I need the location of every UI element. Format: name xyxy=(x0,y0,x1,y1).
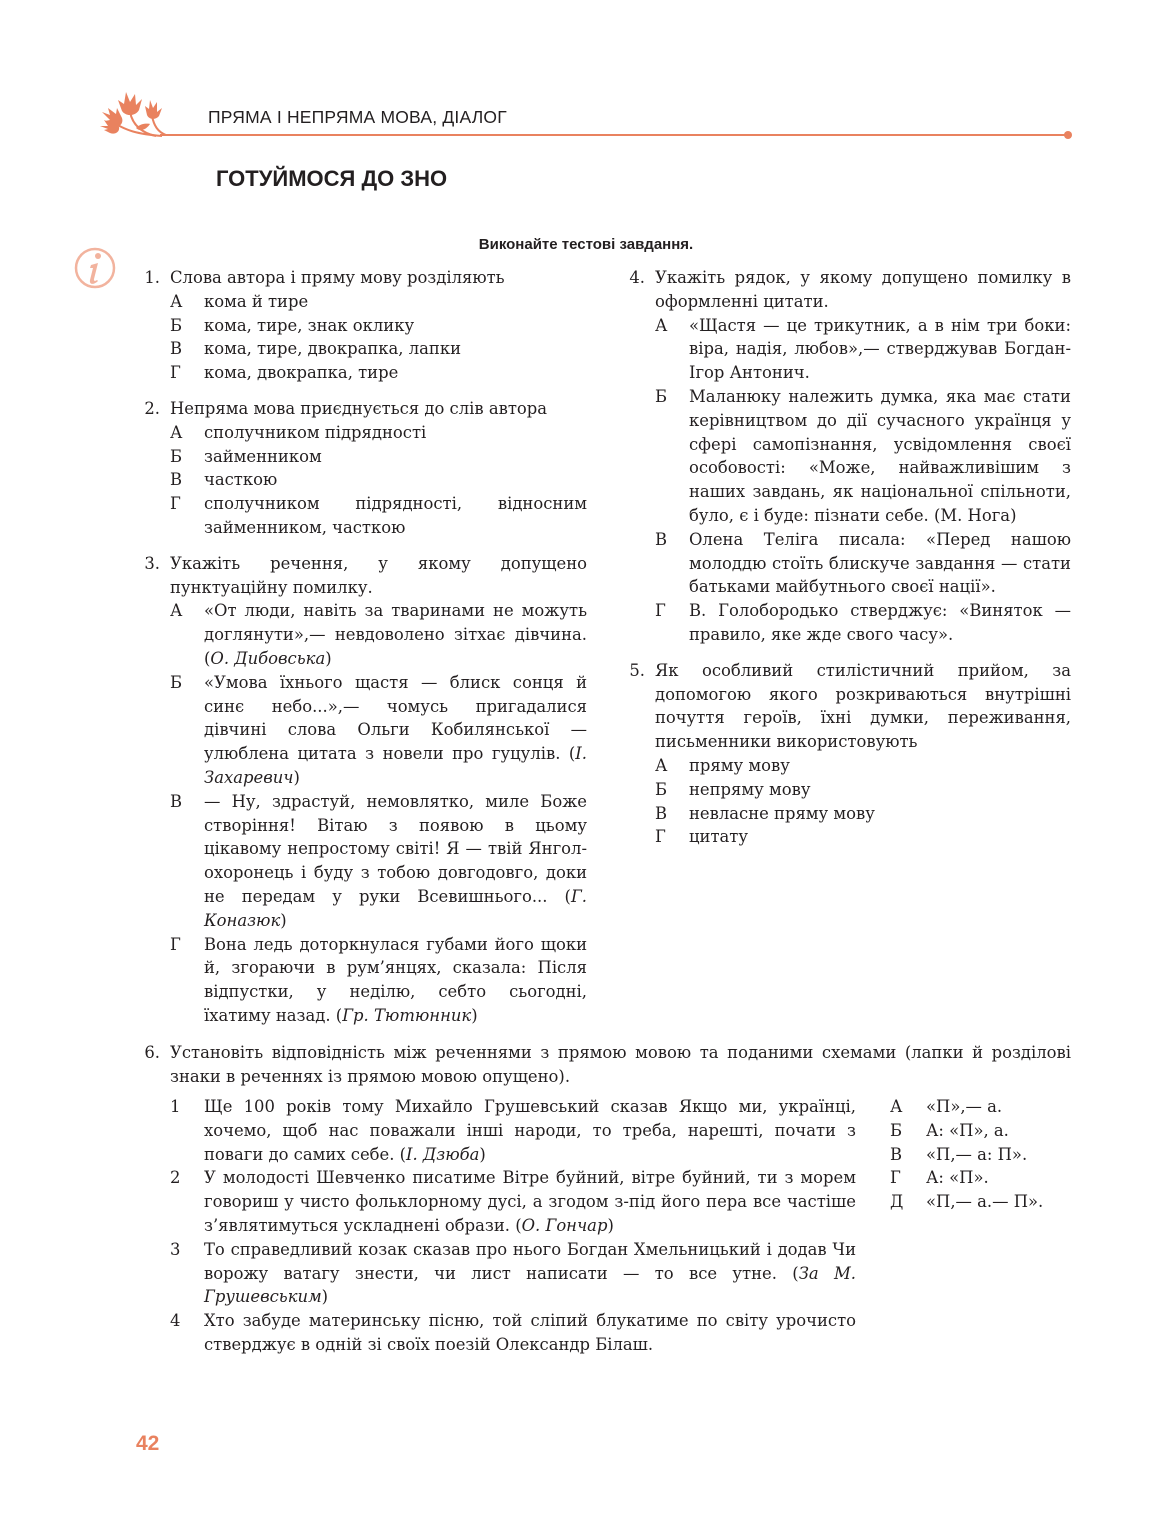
sentence-1: 1 Ще 100 років тому Михайло Грушевський сказав Якщо ми, українці, хочемо, щоб нас поважали інші народи, то треба, нарешті, почати з поваги до самих себе. (І. Дзюба) xyxy=(170,1097,856,1164)
scheme-d: Д «П,— а.— П». xyxy=(890,1192,1044,1212)
matching-schemes xyxy=(890,1095,1080,1214)
option-g: Г кома, двокрапка, тире xyxy=(170,363,399,383)
option-g: Г В. Голобородько стверджує: «Виняток — правило, яке жде свого часу». xyxy=(655,601,1071,644)
option-g: Г цитату xyxy=(655,827,749,847)
task-1 xyxy=(136,266,587,385)
task-question: Укажіть рядок, у якому допущено помилку в оформленні цитати. xyxy=(655,268,1071,311)
option-g: Г сполучником підрядності, відносним займенником, часткою xyxy=(170,494,587,537)
task-number: 5. xyxy=(629,660,645,680)
task-number: 3. xyxy=(144,553,160,573)
option-b: Б займенником xyxy=(170,446,322,466)
task-question: Непряма мова приєднується до слів автора xyxy=(170,398,548,418)
option-v: В — Ну, здрастуй, немовлятко, миле Боже створіння! Вітаю з появою в цьому цікавому непростому світі! Я — твій Янгол-охоронець і буду з тобою довгодовго, доки не передам у руки Всевишнього... (Г. Коназюк) xyxy=(170,791,587,930)
page-number: 42 xyxy=(136,1432,160,1455)
option-a: А «От люди, навіть за тваринами не можуть доглянути»,— невдоволено зітхає дівчина. (О. Дибовська) xyxy=(170,601,587,668)
quote-source: Гр. Тютюнник xyxy=(342,1005,472,1025)
option-v: В невласне пряму мову xyxy=(655,803,875,823)
option-a: А «Щастя — це трикутник, а в нім три боки: віра, надія, любов»,— стверджував Богдан-Ігор Антонич. xyxy=(655,315,1071,383)
task-4 xyxy=(621,266,1071,647)
task-number: 1. xyxy=(144,268,160,287)
scheme-g: Г А: «П». xyxy=(890,1168,989,1188)
option-g: Г Вона ледь доторкнулася губами його щоки й, згораючи в рум’янцях, сказала: Після відпустки, у неділю, себто сьогодні, їхатиму назад. (Гр. Тютюнник) xyxy=(170,934,587,1025)
option-b: Б кома, тире, знак оклику xyxy=(170,315,415,335)
option-v: В кома, тире, двокрапка, лапки xyxy=(170,339,461,359)
task-question: Укажіть речення, у якому допущено пунктуаційну помилку. xyxy=(170,553,587,597)
task-2 xyxy=(136,397,587,540)
option-b: Б Маланюку належить думка, яка має стати керівництвом до дії сучасного українця у сфері самопізнання, усвідомлення своєї особовості: «Може, найважливішим з наших завдань, як національної спільноти, було, є і буде: пізнати себе. (М. Нога) xyxy=(655,386,1071,525)
quote-source: За М. Грушевським xyxy=(204,1263,857,1307)
sentence-4: 4 Хто забуде материнську пісню, той сліпий блукатиме по світу урочисто стверджує в одній зі своїх поезій Олександр Білаш. xyxy=(170,1311,856,1354)
task-6 xyxy=(136,1041,1071,1093)
sentence-2: 2 У молодості Шевченко писатиме Вітре буйний, вітре буйний, ти з морем говориш у чисто фольклорному дусі, а згодом з-під його пера все частіше з’являтимуться ускладнені образи. (О. Гончар) xyxy=(170,1168,856,1235)
quote-source: О. Гончар xyxy=(521,1215,608,1235)
header-divider-dot xyxy=(1064,131,1072,139)
scheme-v: В «П,— а: П». xyxy=(890,1144,1028,1164)
task-6-question-block xyxy=(136,1041,1071,1089)
matching-sentences xyxy=(170,1095,856,1357)
scheme-b: Б А: «П», а. xyxy=(890,1120,1009,1140)
quote-source: І. Захаревич xyxy=(204,744,587,787)
task-5 xyxy=(621,659,1071,849)
quote-source: Г. Коназюк xyxy=(204,886,587,930)
task-question: Установіть відповідність між реченнями з прямою мовою та поданими схемами (лапки й розділові знаки в реченнях із прямою мовою опущено). xyxy=(170,1043,1071,1086)
right-column xyxy=(621,266,1071,861)
option-a: А сполучником підрядності xyxy=(170,422,427,442)
header-divider xyxy=(160,134,1066,136)
scheme-a: А «П»,— а. xyxy=(890,1097,1003,1116)
quote-source: О. Дибовська xyxy=(210,648,326,668)
option-v: В Олена Теліга писала: «Перед нашою молоддю стоїть блискуче завдання — стати батьками майбутнього своєї нації». xyxy=(655,529,1071,597)
task-3 xyxy=(136,552,587,1028)
option-b: Б непряму мову xyxy=(655,779,811,799)
task-number: 2. xyxy=(144,398,160,418)
left-column xyxy=(136,266,587,1040)
task-number: 4. xyxy=(629,268,645,287)
instruction: Виконайте тестові завдання. xyxy=(478,236,694,253)
task-question: Як особливий стилістичний прийом, за допомогою якого розкриваються внутрішні почуття героїв, їхні думки, переживання, письменники використовують xyxy=(655,660,1071,752)
quote-source: І. Дзюба xyxy=(406,1144,480,1164)
option-a: А пряму мову xyxy=(655,755,790,775)
option-a: А кома й тире xyxy=(170,291,309,311)
chapter-header: ПРЯМА І НЕПРЯМА МОВА, ДІАЛОГ xyxy=(208,107,507,127)
sentence-3: 3 То справедливий козак сказав про нього Богдан Хмельницький і додав Чи ворожу ватагу знести, чи лист написати — то все утне. (За М. Грушевським) xyxy=(170,1239,857,1307)
task-number: 6. xyxy=(144,1043,160,1062)
task-question: Слова автора і пряму мову розділяють xyxy=(170,268,505,287)
option-b: Б «Умова їхнього щастя — блиск сонця й синє небо...»,— чомусь пригадалися дівчині слова Ольги Кобилянської — улюблена цитата з новели про гуцулів. (І. Захаревич) xyxy=(170,672,587,787)
option-v: В часткою xyxy=(170,470,278,490)
section-title: ГОТУЙМОСЯ ДО ЗНО xyxy=(216,166,448,191)
